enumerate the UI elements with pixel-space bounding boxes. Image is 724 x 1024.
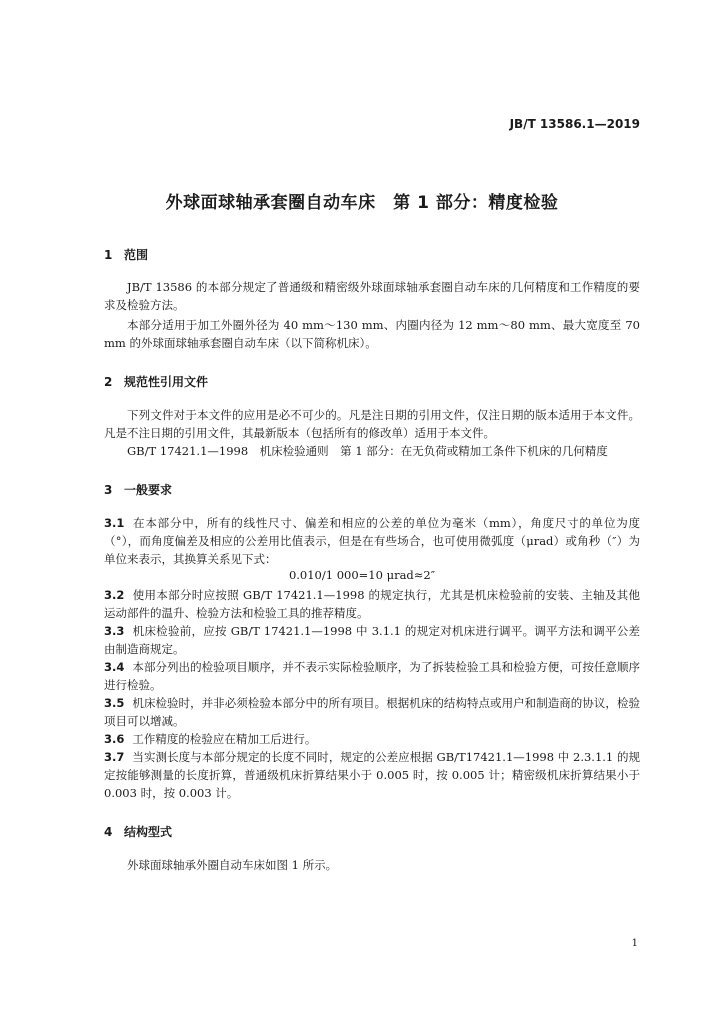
section-number: 4: [104, 825, 113, 839]
section-number: 3: [104, 483, 113, 497]
section-3-heading: [104, 481, 172, 498]
clause-text: 当实测长度与本部分规定的长度不同时，规定的公差应根据 GB/T17421.1—1998 中 2.3.1.1 的规定按能够测量的长度折算，普通级机床折算结果小于 0.005 时，按 0.005 计；精密级机床折算结果小于 0.003 时，按 0.003 计。: [104, 750, 640, 800]
clause-number: 3.7: [104, 750, 125, 764]
clause-text: 本部分列出的检验项目顺序，并不表示实际检验顺序，为了拆装检验工具和检验方便，可按任意顺序进行检验。: [104, 660, 640, 692]
page-number: 1: [631, 938, 638, 949]
clause-3-7: [104, 748, 640, 802]
clause-3-2: [104, 586, 640, 622]
clause-text: 机床检验前，应按 GB/T 17421.1—1998 中 3.1.1 的规定对机床进行调平。调平方法和调平公差由制造商规定。: [104, 624, 640, 656]
clause-number: 3.2: [104, 588, 125, 602]
clause-number: 3.3: [104, 624, 125, 638]
conversion-formula: 0.010/1 000=10 μrad≈2″: [288, 568, 436, 582]
section-title: 范围: [124, 248, 149, 262]
document-title: 外球面球轴承套圈自动车床 第 1 部分：精度检验: [165, 193, 559, 213]
section-number: 2: [104, 375, 113, 389]
normative-reference: GB/T 17421.1—1998 机床检验通则 第 1 部分：在无负荷或精加工条件下机床的几何精度: [127, 444, 608, 458]
section-1-paragraph-1: JB/T 13586 的本部分规定了普通级和精密级外球面球轴承套圈自动车床的几何精度和工作精度的要求及检验方法。: [104, 280, 640, 312]
section-2-paragraph-1: 下列文件对于本文件的应用是必不可少的。凡是注日期的引用文件，仅注日期的版本适用于本文件。凡是不注日期的引用文件，其最新版本（包括所有的修改单）适用于本文件。: [104, 408, 640, 440]
clause-number: 3.4: [104, 660, 125, 674]
clause-3-4: [104, 658, 640, 694]
clause-3-3: [104, 622, 640, 658]
clause-text: 工作精度的检验应在精加工后进行。: [132, 732, 317, 746]
clause-number: 3.6: [104, 732, 125, 746]
section-1-heading: [104, 246, 148, 263]
clause-text: 在本部分中，所有的线性尺寸、偏差和相应的公差的单位为毫米（mm），角度尺寸的单位为度（°），而角度偏差及相应的公差用比值表示，但是在有些场合，也可使用微弧度（μrad）或角秒（″）为单位来表示，其换算关系见下式：: [104, 516, 640, 566]
clause-text: 使用本部分时应按照 GB/T 17421.1—1998 的规定执行，尤其是机床检验前的安装、主轴及其他运动部件的温升、检验方法和检验工具的推荐精度。: [104, 588, 640, 620]
clause-3-1: [104, 514, 640, 568]
standard-code: JB/T 13586.1—2019: [509, 117, 640, 131]
section-4-heading: [104, 823, 172, 840]
section-1-paragraph-2: 本部分适用于加工外圈外径为 40 mm～130 mm、内圈内径为 12 mm～80 mm、最大宽度至 70 mm 的外球面球轴承套圈自动车床（以下简称机床）。: [104, 318, 640, 350]
clause-3-5: [104, 694, 640, 730]
clause-number: 3.5: [104, 696, 125, 710]
section-4-paragraph-1: 外球面球轴承外圈自动车床如图 1 所示。: [127, 858, 338, 872]
section-2-heading: [104, 373, 208, 390]
clause-number: 3.1: [104, 516, 125, 530]
section-title: 结构型式: [124, 825, 173, 839]
section-title: 一般要求: [124, 483, 173, 497]
section-number: 1: [104, 248, 113, 262]
clause-text: 机床检验时，并非必须检验本部分中的所有项目。根据机床的结构特点或用户和制造商的协议，检验项目可以增减。: [104, 696, 640, 728]
clause-3-6: [104, 730, 640, 748]
section-title: 规范性引用文件: [124, 375, 209, 389]
